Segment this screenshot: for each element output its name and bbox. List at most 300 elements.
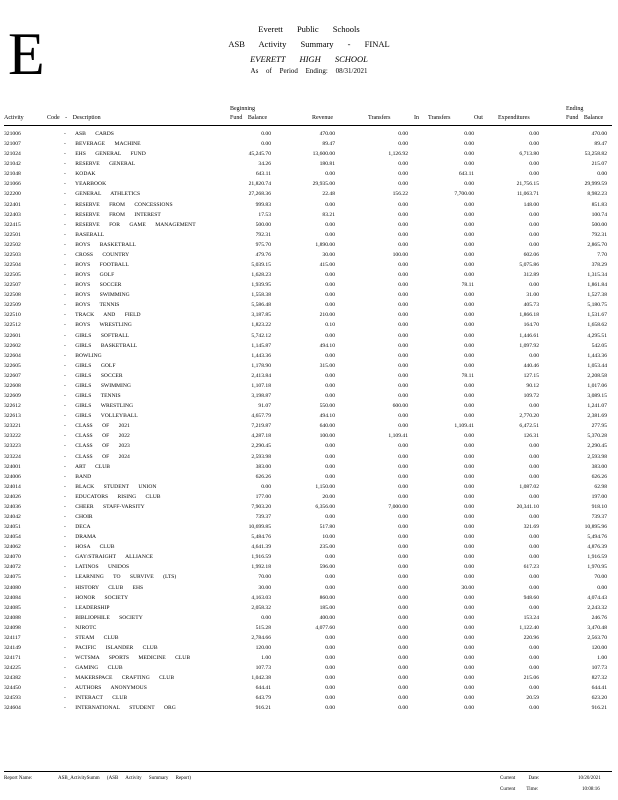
transfers-out: 0.00 xyxy=(464,544,474,551)
activity-code: 322609 xyxy=(4,393,21,400)
transfers-out: 0.00 xyxy=(464,665,474,672)
revenue: 89.47 xyxy=(322,141,335,148)
activity-code: 324117 xyxy=(4,634,21,641)
ending-balance: 644.41 xyxy=(591,685,607,692)
activity-code: 324080 xyxy=(4,584,21,591)
beginning-balance: 1,042.38 xyxy=(251,675,271,682)
revenue: 0.00 xyxy=(325,453,335,460)
expenditures: 0.00 xyxy=(529,241,539,248)
activity-code: 324149 xyxy=(4,644,21,651)
beginning-balance: 1,178.90 xyxy=(251,362,271,369)
transfers-out: 0.00 xyxy=(464,362,474,369)
transfers-out: 0.00 xyxy=(464,644,474,651)
transfers-in: 0.00 xyxy=(398,644,408,651)
activity-description: - GIRLS SOCCER xyxy=(64,372,123,379)
transfers-out: 0.00 xyxy=(464,151,474,158)
transfers-out: 0.00 xyxy=(464,503,474,510)
expenditures: 0.00 xyxy=(529,544,539,551)
beginning-balance: 17.53 xyxy=(258,211,271,218)
transfers-in: 0.00 xyxy=(398,272,408,279)
col-expenditures: Expenditures xyxy=(498,115,530,121)
activity-code: 324014 xyxy=(4,483,21,490)
revenue: 30.00 xyxy=(322,251,335,258)
expenditures: 0.00 xyxy=(529,534,539,541)
activity-description: - HOSA CLUB xyxy=(64,544,115,551)
transfers-out: 0.00 xyxy=(464,352,474,359)
table-row xyxy=(0,341,618,351)
activity-code: 322507 xyxy=(4,282,21,289)
revenue: 22.48 xyxy=(322,191,335,198)
ending-balance: 5,370.28 xyxy=(587,433,607,440)
table-row xyxy=(0,290,618,300)
ending-balance: 1,531.67 xyxy=(587,312,607,319)
activity-description: - BOYS TENNIS xyxy=(64,302,120,309)
expenditures: 6,713.80 xyxy=(519,151,539,158)
transfers-out: 0.00 xyxy=(464,513,474,520)
ending-balance: 1.00 xyxy=(597,655,607,662)
activity-code: 324051 xyxy=(4,524,21,531)
transfers-in: 0.00 xyxy=(398,574,408,581)
table-row xyxy=(0,482,618,492)
col-ending: Fund Balance xyxy=(566,115,604,121)
ending-balance: 3,089.15 xyxy=(587,393,607,400)
ending-balance: 197.00 xyxy=(591,493,607,500)
beginning-balance: 1,107.18 xyxy=(251,382,271,389)
ending-balance: 1,970.95 xyxy=(587,564,607,571)
beginning-balance: 643.79 xyxy=(255,695,271,702)
beginning-balance: 3,198.87 xyxy=(251,393,271,400)
transfers-in: 0.00 xyxy=(398,231,408,238)
transfers-out: 0.00 xyxy=(464,413,474,420)
district-name: Everett Public Schools xyxy=(258,24,360,34)
beginning-balance: 2,290.45 xyxy=(251,443,271,450)
revenue: 0.00 xyxy=(325,675,335,682)
activity-description: - CROSS COUNTRY xyxy=(64,251,130,258)
expenditures: 126.31 xyxy=(523,433,539,440)
ending-balance: 120.00 xyxy=(591,644,607,651)
activity-code: 324070 xyxy=(4,554,21,561)
beginning-balance: 7,903.20 xyxy=(251,503,271,510)
activity-description: - BOYS SWIMMING xyxy=(64,292,130,299)
table-row xyxy=(0,401,618,411)
table-row xyxy=(0,522,618,532)
ending-balance: 4,295.51 xyxy=(587,332,607,339)
beginning-balance: 0.00 xyxy=(261,614,271,621)
transfers-out: 0.00 xyxy=(464,604,474,611)
table-row xyxy=(0,431,618,441)
transfers-in: 0.00 xyxy=(398,393,408,400)
revenue: 400.00 xyxy=(319,614,335,621)
transfers-in: 0.00 xyxy=(398,342,408,349)
transfers-out: 0.00 xyxy=(464,382,474,389)
table-row xyxy=(0,210,618,220)
col-beginning-top: Beginning xyxy=(230,106,255,112)
ending-balance: 1,017.06 xyxy=(587,382,607,389)
transfers-out: 0.00 xyxy=(464,634,474,641)
ending-balance: 1,861.84 xyxy=(587,282,607,289)
transfers-in: 100.00 xyxy=(392,251,408,258)
table-row xyxy=(0,492,618,502)
activity-code: 324593 xyxy=(4,695,21,702)
activity-description: - AUTHORS ANONYMOUS xyxy=(64,685,147,692)
beginning-balance: 27,268.36 xyxy=(248,191,271,198)
beginning-balance: 4,163.03 xyxy=(251,594,271,601)
beginning-balance: 21,820.74 xyxy=(248,181,271,188)
expenditures: 0.00 xyxy=(529,131,539,137)
transfers-out: 0.00 xyxy=(464,403,474,410)
expenditures: 20.59 xyxy=(526,695,539,702)
beginning-balance: 1,992.18 xyxy=(251,564,271,571)
activity-description: - GAY/STRAIGHT ALLIANCE xyxy=(64,554,154,561)
activity-code: 321042 xyxy=(4,161,21,168)
activity-code: 322602 xyxy=(4,342,21,349)
activity-code: 322502 xyxy=(4,241,21,248)
activity-code: 324001 xyxy=(4,463,21,470)
ending-balance: 2,381.69 xyxy=(587,413,607,420)
ending-balance: 739.37 xyxy=(591,513,607,520)
transfers-in: 0.00 xyxy=(398,624,408,631)
activity-code: 322612 xyxy=(4,403,21,410)
beginning-balance: 1,916.59 xyxy=(251,554,271,561)
transfers-in: 0.00 xyxy=(398,524,408,531)
logo-letter: E xyxy=(8,21,45,87)
beginning-balance: 120.00 xyxy=(255,644,271,651)
table-row xyxy=(0,593,618,603)
beginning-balance: 5,586.48 xyxy=(251,302,271,309)
beginning-balance: 1,443.36 xyxy=(251,352,271,359)
revenue: 0.00 xyxy=(325,272,335,279)
expenditures: 0.00 xyxy=(529,453,539,460)
activity-description: - BOYS FOOTBALL xyxy=(64,262,129,269)
transfers-out: 30.00 xyxy=(461,584,474,591)
ending-balance: 383.00 xyxy=(591,463,607,470)
transfers-out: 78.11 xyxy=(461,282,474,289)
activity-description: - CLASS OF 2023 xyxy=(64,443,130,450)
expenditures: 617.23 xyxy=(523,564,539,571)
activity-description: - PACIFIC ISLANDER CLUB xyxy=(64,644,158,651)
transfers-in: 0.00 xyxy=(398,131,408,137)
report-title: ASB Activity Summary - FINAL xyxy=(228,39,390,49)
activity-description: - LATINOS UNIDOS xyxy=(64,564,130,571)
transfers-out: 0.00 xyxy=(464,322,474,329)
col-transfers-in: Transfers In xyxy=(368,115,419,121)
transfers-in: 0.00 xyxy=(398,171,408,178)
expenditures: 0.00 xyxy=(529,705,539,712)
table-row xyxy=(0,361,618,371)
beginning-balance: 5,742.12 xyxy=(251,332,271,339)
revenue: 0.00 xyxy=(325,443,335,450)
transfers-in: 0.00 xyxy=(398,161,408,168)
activity-code: 324036 xyxy=(4,503,21,510)
expenditures: 0.00 xyxy=(529,161,539,168)
table-row xyxy=(0,300,618,310)
transfers-in: 0.00 xyxy=(398,181,408,188)
beginning-balance: 626.26 xyxy=(255,473,271,480)
beginning-balance: 975.70 xyxy=(255,241,271,248)
col-code-desc: Code - Description xyxy=(47,115,101,121)
revenue: 0.00 xyxy=(325,352,335,359)
activity-description: - BLACK STUDENT UNION xyxy=(64,483,157,490)
footer-divider xyxy=(4,771,612,772)
activity-code: 323224 xyxy=(4,453,21,460)
ending-balance: 4,876.39 xyxy=(587,544,607,551)
activity-description: - INTERACT CLUB xyxy=(64,695,128,702)
transfers-out: 0.00 xyxy=(464,524,474,531)
beginning-balance: 1,823.22 xyxy=(251,322,271,329)
activity-description: - GAMING CLUB xyxy=(64,665,123,672)
beginning-balance: 7,219.87 xyxy=(251,423,271,430)
transfers-in: 0.00 xyxy=(398,594,408,601)
activity-code: 324006 xyxy=(4,473,21,480)
transfers-out: 0.00 xyxy=(464,564,474,571)
revenue: 596.00 xyxy=(319,564,335,571)
expenditures: 0.00 xyxy=(529,231,539,238)
expenditures: 602.06 xyxy=(523,251,539,258)
revenue: 1,150.00 xyxy=(315,483,335,490)
expenditures: 0.00 xyxy=(529,463,539,470)
activity-code: 324450 xyxy=(4,685,21,692)
ending-balance: 5,180.75 xyxy=(587,302,607,309)
activity-description: - GIRLS WRESTLING xyxy=(64,403,134,410)
table-row xyxy=(0,220,618,230)
footer-report-label: Report Name: xyxy=(4,776,33,781)
expenditures: 148.00 xyxy=(523,201,539,208)
ending-balance: 2,593.98 xyxy=(587,453,607,460)
transfers-in: 0.00 xyxy=(398,695,408,702)
ending-balance: 89.47 xyxy=(594,141,607,148)
ending-balance: 107.73 xyxy=(591,665,607,672)
transfers-out: 0.00 xyxy=(464,705,474,712)
transfers-in: 0.00 xyxy=(398,453,408,460)
transfers-in: 0.00 xyxy=(398,423,408,430)
table-row xyxy=(0,643,618,653)
activity-description: - BOYS BASKETBALL xyxy=(64,241,136,248)
activity-code: 322613 xyxy=(4,413,21,420)
beginning-balance: 1,558.38 xyxy=(251,292,271,299)
ending-balance: 500.00 xyxy=(591,221,607,228)
table-row xyxy=(0,613,618,623)
footer-time-label: Current Time: xyxy=(500,787,539,792)
ending-balance: 7.70 xyxy=(597,251,607,258)
beginning-balance: 999.83 xyxy=(255,201,271,208)
activity-description: - TRACK AND FIELD xyxy=(64,312,141,319)
activity-code: 322200 xyxy=(4,191,21,198)
ending-balance: 53,258.82 xyxy=(584,151,607,158)
activity-description: - GIRLS VOLLEYBALL xyxy=(64,413,138,420)
transfers-in: 0.00 xyxy=(398,262,408,269)
revenue: 0.00 xyxy=(325,574,335,581)
beginning-balance: 792.31 xyxy=(255,231,271,238)
expenditures: 11,063.71 xyxy=(516,191,539,198)
col-transfers-out: Transfers Out xyxy=(428,115,483,121)
activity-code: 322505 xyxy=(4,272,21,279)
revenue: 0.00 xyxy=(325,554,335,561)
activity-description: - RESERVE FOR GAME MANAGEMENT xyxy=(64,221,196,228)
activity-description: - GIRLS GOLF xyxy=(64,362,116,369)
activity-description: - RESERVE FROM CONCESSIONS xyxy=(64,201,173,208)
transfers-in: 1,109.41 xyxy=(388,433,408,440)
ending-balance: 1,916.59 xyxy=(587,554,607,561)
transfers-in: 0.00 xyxy=(398,534,408,541)
expenditures: 0.00 xyxy=(529,493,539,500)
activity-code: 322605 xyxy=(4,362,21,369)
expenditures: 0.00 xyxy=(529,221,539,228)
activity-code: 324088 xyxy=(4,614,21,621)
transfers-in: 0.00 xyxy=(398,705,408,712)
beginning-balance: 5,039.15 xyxy=(251,262,271,269)
transfers-in: 0.00 xyxy=(398,322,408,329)
transfers-out: 0.00 xyxy=(464,534,474,541)
activity-code: 322601 xyxy=(4,332,21,339)
activity-code: 324054 xyxy=(4,534,21,541)
beginning-balance: 3,187.85 xyxy=(251,312,271,319)
beginning-balance: 4,657.79 xyxy=(251,413,271,420)
transfers-out: 0.00 xyxy=(464,342,474,349)
transfers-in: 0.00 xyxy=(398,332,408,339)
ending-balance: 0.00 xyxy=(597,171,607,178)
transfers-out: 1,109.41 xyxy=(454,423,474,430)
activity-description: - CLASS OF 2024 xyxy=(64,453,130,460)
transfers-in: 0.00 xyxy=(398,614,408,621)
revenue: 0.00 xyxy=(325,201,335,208)
activity-code: 323222 xyxy=(4,433,21,440)
beginning-balance: 2,784.66 xyxy=(251,634,271,641)
ending-balance: 62.98 xyxy=(594,483,607,490)
transfers-out: 0.00 xyxy=(464,574,474,581)
table-row xyxy=(0,683,618,693)
revenue: 494.10 xyxy=(319,413,335,420)
table-row xyxy=(0,381,618,391)
ending-balance: 215.07 xyxy=(591,161,607,168)
transfers-in: 0.00 xyxy=(398,292,408,299)
expenditures: 127.15 xyxy=(523,372,539,379)
table-row xyxy=(0,572,618,582)
col-activity: Activity xyxy=(4,115,24,121)
table-row xyxy=(0,583,618,593)
ending-balance: 2,865.70 xyxy=(587,241,607,248)
expenditures: 90.12 xyxy=(526,382,539,389)
transfers-out: 0.00 xyxy=(464,473,474,480)
activity-code: 324098 xyxy=(4,624,21,631)
activity-description: - ASB CARDS xyxy=(64,131,114,137)
revenue: 0.00 xyxy=(325,393,335,400)
beginning-balance: 1,939.95 xyxy=(251,282,271,289)
ending-balance: 1,315.34 xyxy=(587,272,607,279)
revenue: 517.80 xyxy=(319,524,335,531)
transfers-out: 0.00 xyxy=(464,675,474,682)
activity-code: 324072 xyxy=(4,564,21,571)
activity-code: 322510 xyxy=(4,312,21,319)
activity-code: 322501 xyxy=(4,231,21,238)
transfers-out: 0.00 xyxy=(464,251,474,258)
transfers-out: 0.00 xyxy=(464,463,474,470)
activity-code: 322415 xyxy=(4,221,21,228)
revenue: 0.00 xyxy=(325,665,335,672)
table-row xyxy=(0,230,618,240)
footer-time: 10:08:16 xyxy=(582,787,600,792)
transfers-out: 0.00 xyxy=(464,614,474,621)
activity-description: - BOYS WRESTLING xyxy=(64,322,132,329)
table-row xyxy=(0,189,618,199)
activity-description: - MAKERSPACE CRAFTING CLUB xyxy=(64,675,175,682)
transfers-in: 1,126.92 xyxy=(388,151,408,158)
activity-description: - GIRLS BASKETBALL xyxy=(64,342,138,349)
ending-balance: 3,470.48 xyxy=(587,624,607,631)
transfers-out: 0.00 xyxy=(464,262,474,269)
activity-description: - GIRLS SOFTBALL xyxy=(64,332,130,339)
revenue: 0.00 xyxy=(325,372,335,379)
col-revenue: Revenue xyxy=(312,115,333,121)
revenue: 0.00 xyxy=(325,231,335,238)
table-row xyxy=(0,552,618,562)
revenue: 4,077.60 xyxy=(315,624,335,631)
revenue: 235.00 xyxy=(319,544,335,551)
beginning-balance: 1,628.23 xyxy=(251,272,271,279)
table-row xyxy=(0,391,618,401)
table-row xyxy=(0,532,618,542)
activity-description: - GENERAL ATHLETICS xyxy=(64,191,141,198)
transfers-out: 643.11 xyxy=(458,171,474,178)
transfers-in: 0.00 xyxy=(398,413,408,420)
ending-balance: 0.00 xyxy=(597,584,607,591)
activity-description: - CHEER STAFF-VARSITY xyxy=(64,503,145,510)
expenditures: 164.70 xyxy=(523,322,539,329)
activity-description: - BIBLIOPHILE SOCIETY xyxy=(64,614,143,621)
beginning-balance: 515.28 xyxy=(255,624,271,631)
activity-description: - GIRLS SWIMMING xyxy=(64,382,131,389)
activity-description: - STEAM CLUB xyxy=(64,634,119,641)
revenue: 0.00 xyxy=(325,171,335,178)
beginning-balance: 5,484.76 xyxy=(251,534,271,541)
table-row xyxy=(0,633,618,643)
transfers-out: 0.00 xyxy=(464,302,474,309)
activity-description: - CHOIR xyxy=(64,513,93,520)
ending-balance: 626.26 xyxy=(591,473,607,480)
revenue: 29,935.00 xyxy=(312,181,335,188)
transfers-out: 0.00 xyxy=(464,443,474,450)
ending-balance: 2,290.45 xyxy=(587,443,607,450)
activity-code: 321007 xyxy=(4,141,21,148)
table-row xyxy=(0,260,618,270)
activity-code: 324085 xyxy=(4,604,21,611)
activity-code: 324225 xyxy=(4,665,21,672)
beginning-balance: 0.00 xyxy=(261,483,271,490)
activity-code: 324042 xyxy=(4,513,21,520)
transfers-out: 0.00 xyxy=(464,655,474,662)
expenditures: 20,341.10 xyxy=(516,503,539,510)
activity-description: - BOWLING xyxy=(64,352,102,359)
activity-description: - BOYS GOLF xyxy=(64,272,115,279)
table-row xyxy=(0,502,618,512)
expenditures: 109.72 xyxy=(523,393,539,400)
transfers-in: 0.00 xyxy=(398,201,408,208)
expenditures: 21,756.15 xyxy=(516,181,539,188)
ending-balance: 378.29 xyxy=(591,262,607,269)
period-ending: As of Period Ending: 08/31/2021 xyxy=(250,67,368,75)
transfers-in: 0.00 xyxy=(398,675,408,682)
activity-code: 324062 xyxy=(4,544,21,551)
activity-description: - NJROTC xyxy=(64,624,97,631)
beginning-balance: 383.00 xyxy=(255,463,271,470)
activity-description: - BASEBALL xyxy=(64,231,105,238)
activity-code: 324382 xyxy=(4,675,21,682)
expenditures: 0.00 xyxy=(529,211,539,218)
transfers-in: 0.00 xyxy=(398,312,408,319)
transfers-in: 0.00 xyxy=(398,141,408,148)
ending-balance: 2,243.32 xyxy=(587,604,607,611)
activity-code: 324026 xyxy=(4,493,21,500)
ending-balance: 29,999.59 xyxy=(584,181,607,188)
